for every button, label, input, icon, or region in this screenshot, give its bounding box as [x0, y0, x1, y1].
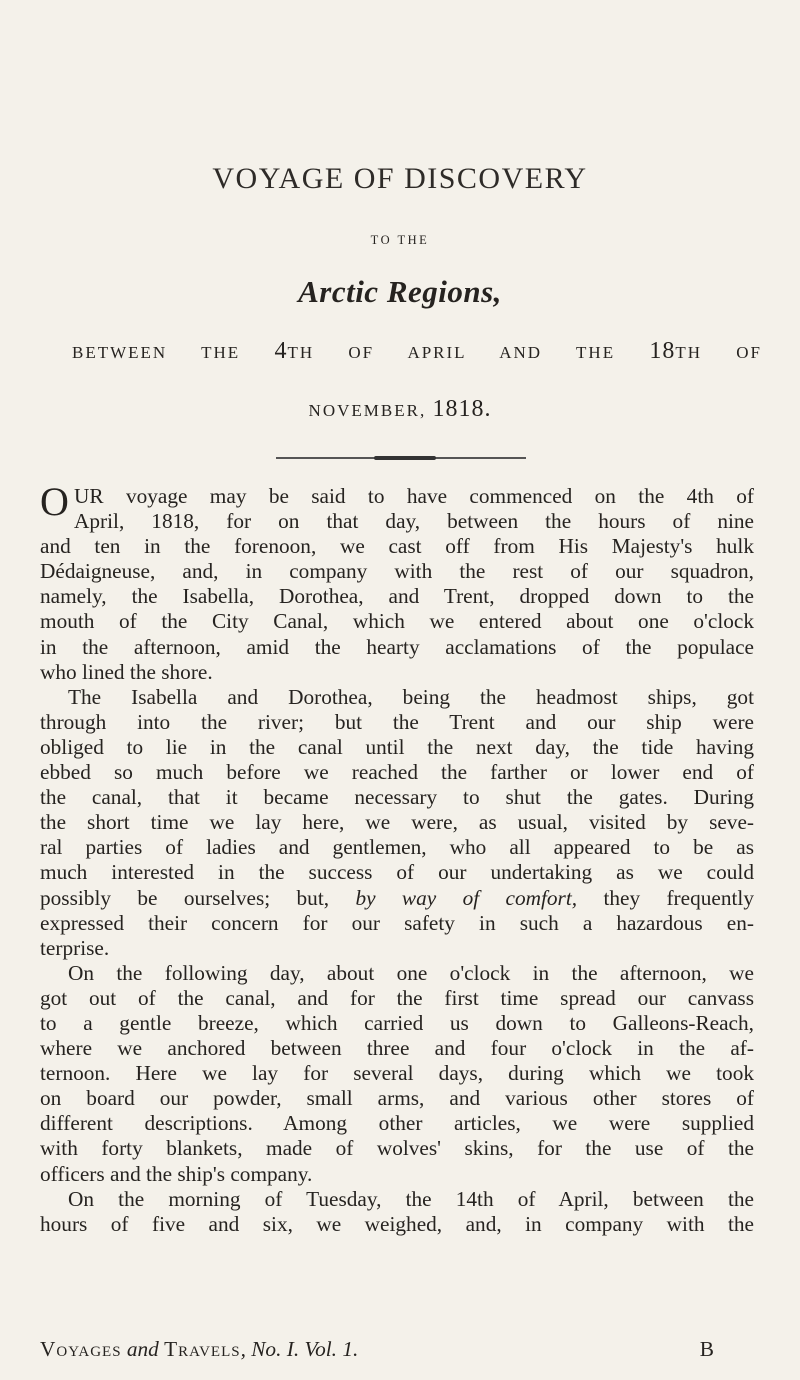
text-line: got out of the canal, and for the first time spread our canvass [40, 985, 754, 1010]
text-line: different descriptions. Among other articles, we were supplied [40, 1111, 754, 1136]
text-line: and ten in the forenoon, we cast off from His Majesty's hulk [40, 534, 754, 559]
text-line: in the afternoon, amid the hearty acclamations of the populace [40, 634, 754, 659]
page-footer [40, 1337, 754, 1362]
text-line: April, 1818, for on that day, between the hours of nine [74, 509, 754, 534]
text-line: ternoon. Here we lay for several days, during which we took [40, 1061, 754, 1086]
ornamental-rule [276, 457, 526, 459]
subtitle-regions: Arctic Regions, [298, 274, 502, 309]
text-line: Dédaigneuse, and, in company with the rest of our squadron, [40, 559, 754, 584]
text-line: mouth of the City Canal, which we entered about one o'clock [40, 609, 754, 634]
text-line: on board our powder, small arms, and various other stores of [40, 1086, 754, 1111]
text-line: through into the river; but the Trent and our ship were [40, 709, 754, 734]
footer-series: Voyages and Travels, No. I. Vol. 1. [40, 1337, 359, 1361]
text-line: where we anchored between three and four o'clock in the af- [40, 1036, 754, 1061]
signature-mark: B [699, 1337, 714, 1361]
text-line: terprise. [40, 935, 110, 960]
document-title: VOYAGE OF DISCOVERY [212, 162, 588, 195]
text-line: The Isabella and Dorothea, being the headmost ships, got [68, 684, 754, 709]
text-line: with forty blankets, made of wolves' skins, for the use of the [40, 1136, 754, 1161]
date-year-line: NOVEMBER, 1818. [308, 396, 492, 422]
subtitle-to: TO THE [370, 233, 430, 247]
body-text [40, 479, 754, 1237]
text-line: to a gentle breeze, which carried us down to Galleons-Reach, [40, 1010, 754, 1035]
text-line: much interested in the success of our undertaking as we could [40, 860, 754, 885]
text-line: ebbed so much before we reached the farther or lower end of [40, 760, 754, 785]
text-line: the short time we lay here, we were, as usual, visited by seve- [40, 810, 754, 835]
italic-phrase: by way of comfort, [355, 885, 578, 910]
date-range-line: BETWEEN THE 4TH OF APRIL AND THE 18TH OF [72, 338, 762, 364]
text-line: ral parties of ladies and gentlemen, who all appeared to be as [40, 835, 754, 860]
text-line: UR voyage may be said to have commenced on the 4th of [74, 484, 754, 508]
text-line: obliged to lie in the canal until the next day, the tide having [40, 734, 754, 759]
drop-cap: O [40, 479, 69, 524]
text-line: possibly be ourselves; but, by way of comfort, they frequently [40, 885, 754, 910]
text-line: hours of five and six, we weighed, and, in company with the [40, 1211, 754, 1236]
text-line: the canal, that it became necessary to shut the gates. During [40, 785, 754, 810]
text-line: who lined the shore. [40, 659, 213, 684]
text-line: namely, the Isabella, Dorothea, and Trent, dropped down to the [40, 584, 754, 609]
text-line: On the following day, about one o'clock in the afternoon, we [68, 960, 754, 985]
text-line: expressed their concern for our safety in such a hazardous en- [40, 910, 754, 935]
text-line: officers and the ship's company. [40, 1161, 313, 1186]
text-line: On the morning of Tuesday, the 14th of April, between the [68, 1186, 754, 1211]
